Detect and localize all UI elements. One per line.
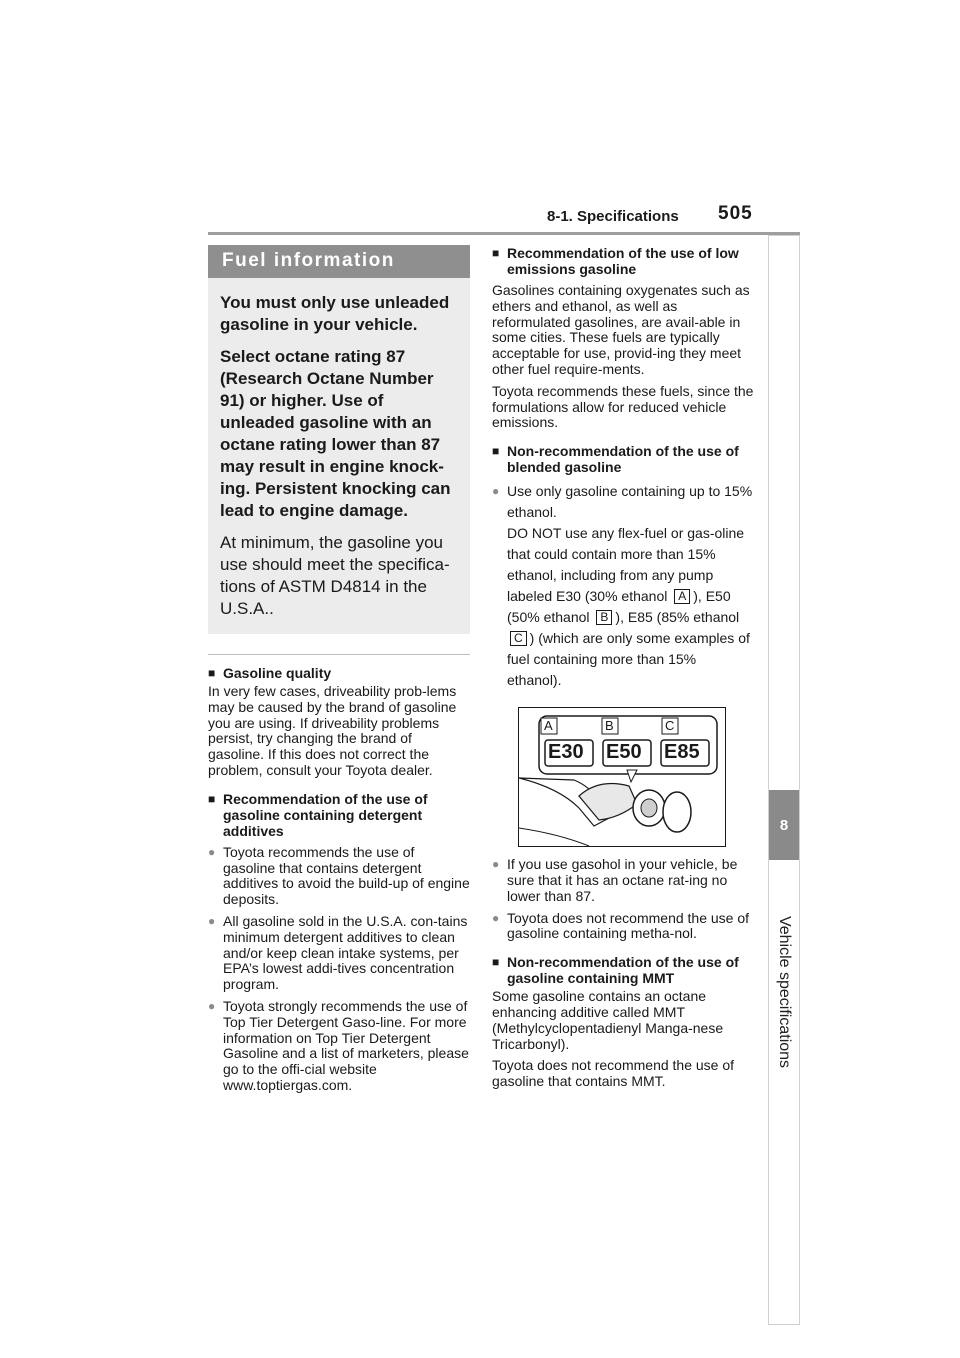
low-emission-text: Gasolines containing oxygenates such as ethers and ethanol, as well as reformulated gasolines, are avail-able in some cities. These fuels are typically acceptable for use, provid-ing they meet other fuel require-ments. — [492, 282, 750, 377]
filler-neck — [641, 799, 657, 817]
header-divider — [208, 232, 800, 235]
figure-label-c: C — [665, 718, 675, 734]
pump-label-e85: E85 — [664, 741, 700, 764]
pump-label-e30: E30 — [548, 741, 584, 764]
low-emission-text-2: Toyota recommends these fuels, since the formulations allow for reduced vehicle emissions. — [492, 382, 754, 431]
gasoline-quality-heading: ■ Gasoline quality — [208, 665, 470, 681]
filler-cap — [663, 792, 691, 832]
label-c: C — [510, 631, 527, 646]
fuel-info-heading: Fuel information — [208, 245, 470, 278]
list-item: ● Toyota does not recommend the use of gasoline containing metha-nol. — [492, 911, 754, 943]
section-divider — [208, 654, 470, 655]
pump-label-e50: E50 — [606, 741, 642, 764]
list-item: ● All gasoline sold in the U.S.A. con-tains minimum detergent additives to clean and/or keep clean intake systems, per EPA’s lowest addi-tives concentration program. — [208, 914, 470, 993]
fuel-pump-illustration — [518, 707, 726, 847]
gasoline-quality-text: In very few cases, driveability prob-lems may be caused by the brand of gasoline you are using. If driveability problems persist, try changing the brand of gasoline. If this does not correct the problem, consult your Toyota dealer. — [208, 683, 457, 778]
chapter-tab: 8 — [768, 790, 800, 860]
octane-requirement: Select octane rating 87 (Research Octane Number 91) or higher. Use of unleaded gasoline with an octane rating lower than 87 may result in engine knock-ing. Persistent knocking can lead to engine damage. — [220, 347, 451, 520]
right-column — [492, 245, 754, 1090]
low-emission-heading: ■ Recommendation of the use of low emissions gasoline — [492, 245, 754, 277]
figure-label-a: A — [544, 718, 553, 734]
fuel-info-box — [208, 278, 470, 634]
pointer-shape — [627, 770, 637, 782]
label-b: B — [596, 610, 612, 625]
unleaded-requirement: You must only use unleaded gasoline in your vehicle. — [220, 293, 450, 334]
chapter-label: Vehicle specifications — [776, 915, 793, 1069]
astm-requirement: At minimum, the gasoline you use should meet the specifica-tions of ASTM D4814 in the U.S.A.. — [220, 533, 450, 618]
list-item: ● Toyota recommends the use of gasoline that contains detergent additives to avoid the build-up of engine deposits. — [208, 845, 470, 908]
hose-line — [519, 828, 589, 846]
list-item: ● Use only gasoline containing up to 15% ethanol. DO NOT use any flex-fuel or gas-oline that could contain more than 15% ethanol, including from any pump labeled E30 (30% ethanol A ), E50 (50% ethanol B ), E85 (85% ethanol C ) (which are only some examples of fuel containing more than 15% ethanol). — [492, 481, 754, 691]
section-title: 8-1. Specifications — [547, 208, 679, 225]
label-a: A — [674, 589, 690, 604]
left-column — [208, 245, 470, 1094]
blended-heading: ■ Non-recommendation of the use of blended gasoline — [492, 443, 754, 475]
mmt-heading: ■ Non-recommendation of the use of gasoline containing MMT — [492, 954, 754, 986]
mmt-text: Some gasoline contains an octane enhancing additive called MMT (Methylcyclopentadienyl Manga-nese Tricarbonyl). — [492, 988, 724, 1052]
chapter-tab-border — [768, 235, 800, 1325]
figure-label-b: B — [605, 718, 614, 734]
mmt-text-2: Toyota does not recommend the use of gasoline that contains MMT. — [492, 1057, 735, 1090]
list-item: ● If you use gasohol in your vehicle, be sure that it has an octane rat-ing no lower than 87. — [492, 857, 754, 904]
list-item: ● Toyota strongly recommends the use of Top Tier Detergent Gaso-line. For more information on Top Tier Detergent Gasoline and a list of marketers, please go to the offi-cial website www.toptiergas.com. — [208, 999, 470, 1094]
page-number: 505 — [718, 203, 753, 224]
detergent-heading: ■ Recommendation of the use of gasoline containing detergent additives — [208, 791, 470, 839]
